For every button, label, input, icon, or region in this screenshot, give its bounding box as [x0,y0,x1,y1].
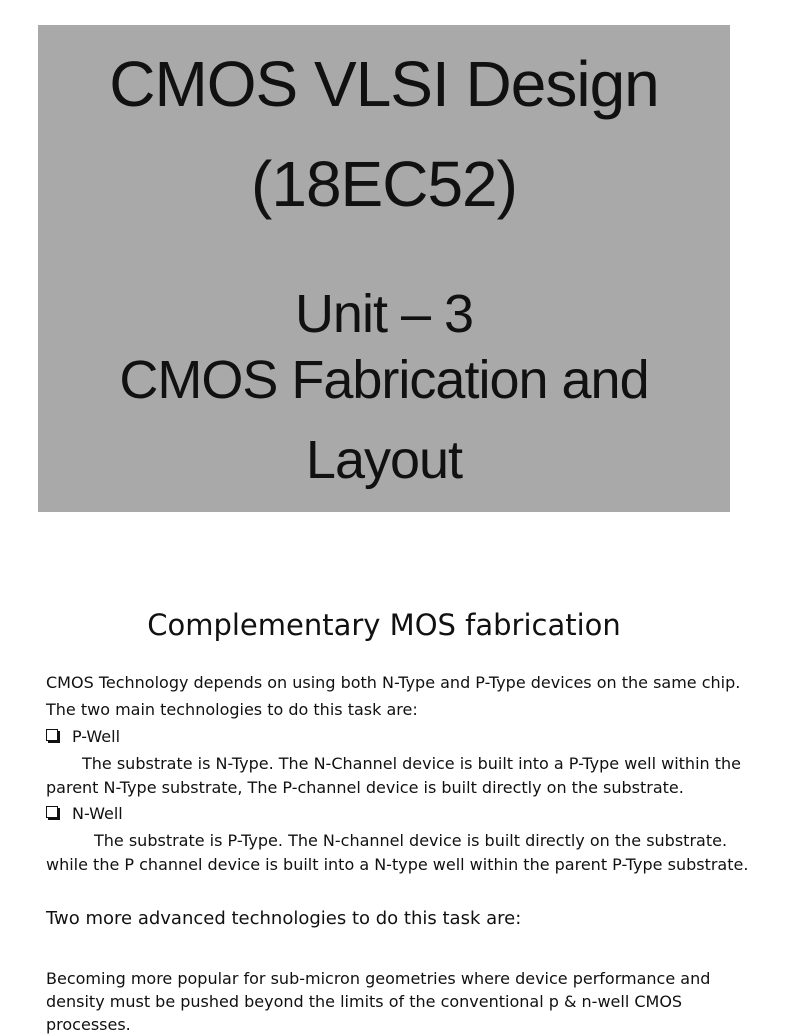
n-well-desc-line-1: The substrate is P-Type. The N-channel device is built directly on the substrate. [94,831,728,850]
title-course-code: (18EC52) [251,148,517,220]
paragraph-line-1: Becoming more popular for sub-micron geometries where device performance and [46,969,711,988]
paragraph-line-2: density must be pushed beyond the limits of the conventional p & n-well CMOS [46,992,683,1011]
bullet-label: P-Well [72,727,121,746]
bullet-item-p-well [46,725,120,748]
p-well-desc-line-2: parent N-Type substrate, The P-channel device is built directly on the substrate. [46,778,684,797]
intro-line-2: The two main technologies to do this task are: [46,700,418,719]
bullet-item-n-well [46,802,123,825]
title-topic-line2: Layout [305,430,463,490]
checkbox-square-icon [46,806,58,818]
paragraph-line-3: processes. [46,1015,131,1034]
title-unit: Unit – 3 [294,284,474,344]
bullet-label: N-Well [72,804,123,823]
p-well-desc-line-1: The substrate is N-Type. The N-Channel device is built into a P-Type well within the [82,754,741,773]
advanced-technologies-heading: Two more advanced technologies to do this task are: [46,908,522,929]
checkbox-square-icon [46,729,58,741]
intro-line-1: CMOS Technology depends on using both N-Type and P-Type devices on the same chip. [46,673,741,692]
title-course-name: CMOS VLSI Design [109,48,659,120]
title-topic-line1: CMOS Fabrication and [119,350,649,410]
section-heading: Complementary MOS fabrication [147,608,621,642]
title-slide-image [38,25,730,512]
n-well-desc-line-2: while the P channel device is built into a N-type well within the parent P-Type substrate. [46,855,749,874]
